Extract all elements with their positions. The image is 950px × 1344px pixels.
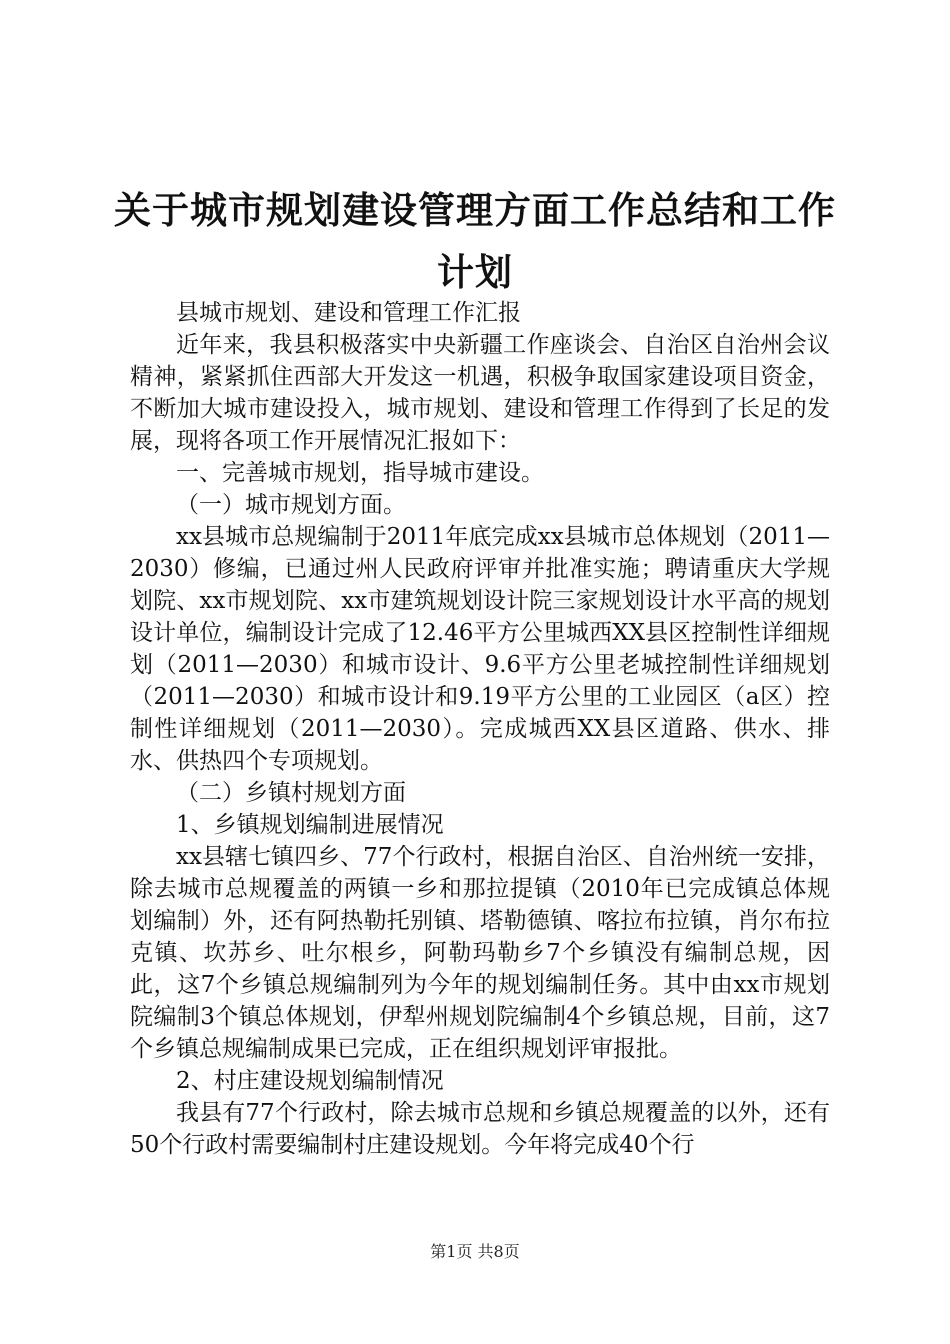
document-title: 关于城市规划建设管理方面工作总结和工作计划 — [114, 189, 836, 294]
paragraph-village-planning: 我县有77个行政村，除去城市总规和乡镇总规覆盖的以外，还有50个行政村需要编制村庄建设规划。今年将完成40个行 — [130, 1100, 830, 1158]
document-body — [130, 297, 830, 1161]
item-heading-2: 2、村庄建设规划编制情况 — [176, 1068, 444, 1094]
subsection-heading-1: （一）城市规划方面。 — [176, 492, 406, 518]
paragraph-report-heading: 县城市规划、建设和管理工作汇报 — [176, 300, 521, 326]
subsection-heading-2: （二）乡镇村规划方面 — [176, 780, 406, 806]
section-heading-1: 一、完善城市规划，指导城市建设。 — [176, 460, 544, 486]
paragraph-city-planning: xx县城市总规编制于2011年底完成xx县城市总体规划（2011—2030）修编，已通过州人民政府评审并批准实施；聘请重庆大学规划院、xx市规划院、xx市建筑规划设计院三家规划设计水平高的规划设计单位，编制设计完成了12.46平方公里城西XX县区控制性详细规划（2011—2030）和城市设计、9.6平方公里老城控制性详细规划（2011—2030）和城市设计和9.19平方公里的工业园区（a区）控制性详细规划（2011—2030）。完成城西XX县区道路、供水、排水、供热四个专项规划。 — [130, 524, 830, 774]
paragraph-township-planning: xx县辖七镇四乡、77个行政村，根据自治区、自治州统一安排，除去城市总规覆盖的两镇一乡和那拉提镇（2010年已完成镇总体规划编制）外，还有阿热勒托别镇、塔勒德镇、喀拉布拉镇，肖尔布拉克镇、坎苏乡、吐尔根乡，阿勒玛勒乡7个乡镇没有编制总规，因此，这7个乡镇总规编制列为今年的规划编制任务。其中由xx市规划院编制3个镇总体规划，伊犁州规划院编制4个乡镇总规，目前，这7个乡镇总规编制成果已完成，正在组织规划评审报批。 — [130, 844, 830, 1062]
item-heading-1: 1、乡镇规划编制进展情况 — [176, 812, 444, 838]
paragraph-intro: 近年来，我县积极落实中央新疆工作座谈会、自治区自治州会议精神，紧紧抓住西部大开发这一机遇，积极争取国家建设项目资金，不断加大城市建设投入，城市规划、建设和管理工作得到了长足的发展，现将各项工作开展情况汇报如下： — [130, 332, 830, 454]
page-number-footer: 第1页 共8页 — [430, 1242, 520, 1261]
